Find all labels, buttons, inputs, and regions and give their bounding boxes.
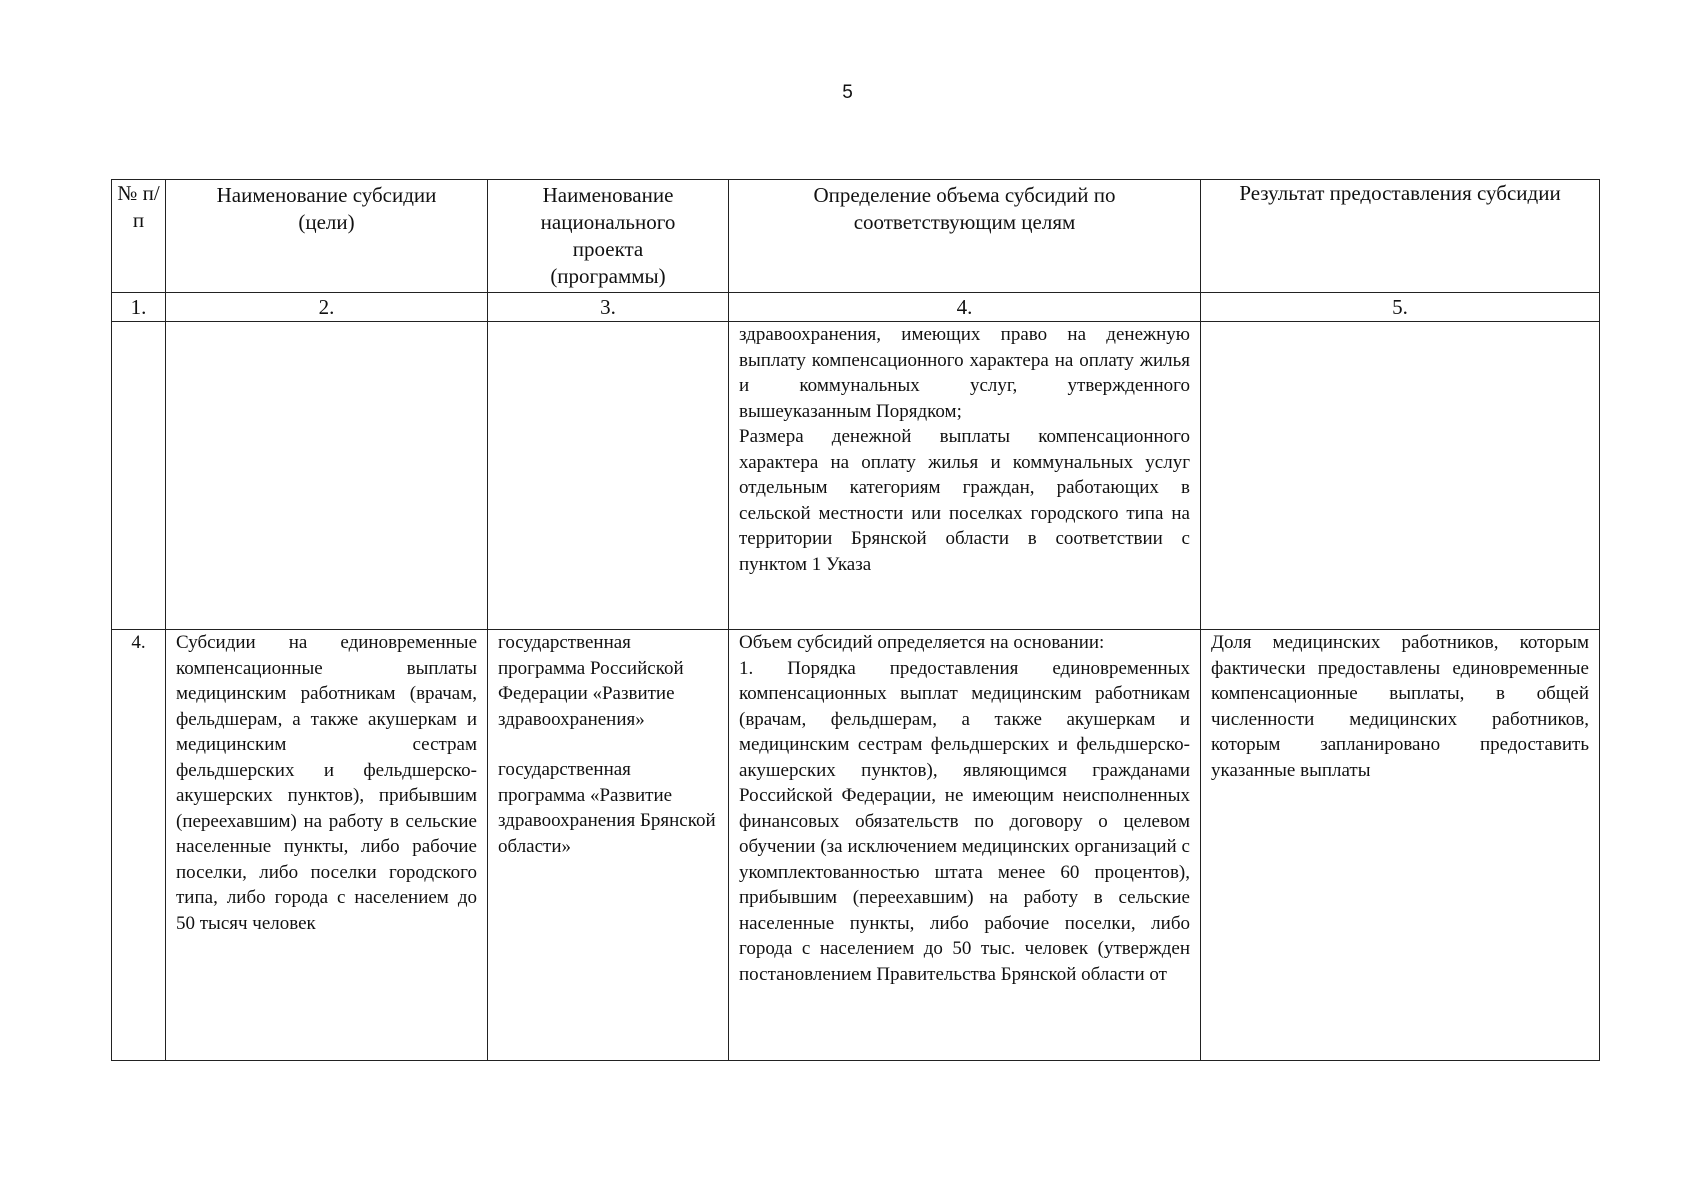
table-row xyxy=(112,322,1600,630)
subsidy-table xyxy=(111,179,1600,1061)
header-volume-definition: Определение объема субсидий по соответствующим целям xyxy=(729,180,1201,293)
page-number: 5 xyxy=(842,82,853,103)
row-num xyxy=(112,322,166,630)
definition-paragraph: Размера денежной выплаты компенсационного характера на оплату жилья и коммунальных услуг отдельным категориям граждан, работающих в сельской местности или поселках городского типа на территории Брянской области в соответствии с пунктом 1 Указа xyxy=(739,426,1190,575)
header-national-project: Наименование национального проекта (программы) xyxy=(488,180,729,293)
row-national-project xyxy=(488,322,729,630)
column-number: 2. xyxy=(166,293,488,322)
header-subsidy-name: Наименование субсидии (цели) xyxy=(166,180,488,293)
header-num: № п/п xyxy=(112,180,166,293)
column-number: 3. xyxy=(488,293,729,322)
definition-paragraph: здравоохранения, имеющих право на денежную выплату компенсационного характера на оплату жилья и коммунальных услуг, утвержденного вышеуказанным Порядком; xyxy=(739,324,1190,422)
header-result: Результат предоставления субсидии xyxy=(1201,180,1600,293)
row-subsidy-name xyxy=(166,322,488,630)
row-result xyxy=(1201,322,1600,630)
table-row xyxy=(112,630,1600,1061)
definition-paragraph: 1. Порядка предоставления единовременных компенсационных выплат медицинским работникам (врачам, фельдшерам, а также акушеркам и медицинским сестрам фельдшерских и фельдшерско-акушерских пунктов), являющимся гражданами Российской Федерации, не имеющим неисполненных финансовых обязательств по договору о целевом обучении (за исключением медицинских организаций с укомплектованностью штата менее 60 процентов), прибывшим (переехавшим) на работу в сельские населенные пункты, либо рабочие поселки, либо города с населением до 50 тыс. человек (утвержден постановлением Правительства Брянской области от xyxy=(739,657,1190,985)
column-number: 4. xyxy=(729,293,1201,322)
row-subsidy-name: Субсидии на единовременные компенсационные выплаты медицинским работникам (врачам, фельдшерам, а также акушеркам и медицинским сестрам фельдшерских и фельдшерско-акушерских пунктов), прибывшим (переехавшим) на работу в сельские населенные пункты, либо рабочие поселки, либо поселки городского типа, либо города с населением до 50 тысяч человек xyxy=(166,630,488,1061)
paragraph-gap xyxy=(498,732,718,757)
row-volume-definition xyxy=(729,630,1201,1061)
column-number-row xyxy=(112,293,1600,322)
column-number: 1. xyxy=(112,293,166,322)
project-paragraph: государственная программа «Развитие здравоохранения Брянской области» xyxy=(498,759,716,857)
table-header-row xyxy=(112,180,1600,293)
row-volume-definition xyxy=(729,322,1201,630)
definition-paragraph: Объем субсидий определяется на основании: xyxy=(739,632,1105,653)
project-paragraph: государственная программа Российской Федерации «Развитие здравоохранения» xyxy=(498,632,684,730)
row-num: 4. xyxy=(112,630,166,1061)
column-number: 5. xyxy=(1201,293,1600,322)
row-national-project xyxy=(488,630,729,1061)
row-result: Доля медицинских работников, которым фактически предоставлены единовременные компенсационные выплаты, в общей численности медицинских работников, которым запланировано предоставить указанные выплаты xyxy=(1201,630,1600,1061)
